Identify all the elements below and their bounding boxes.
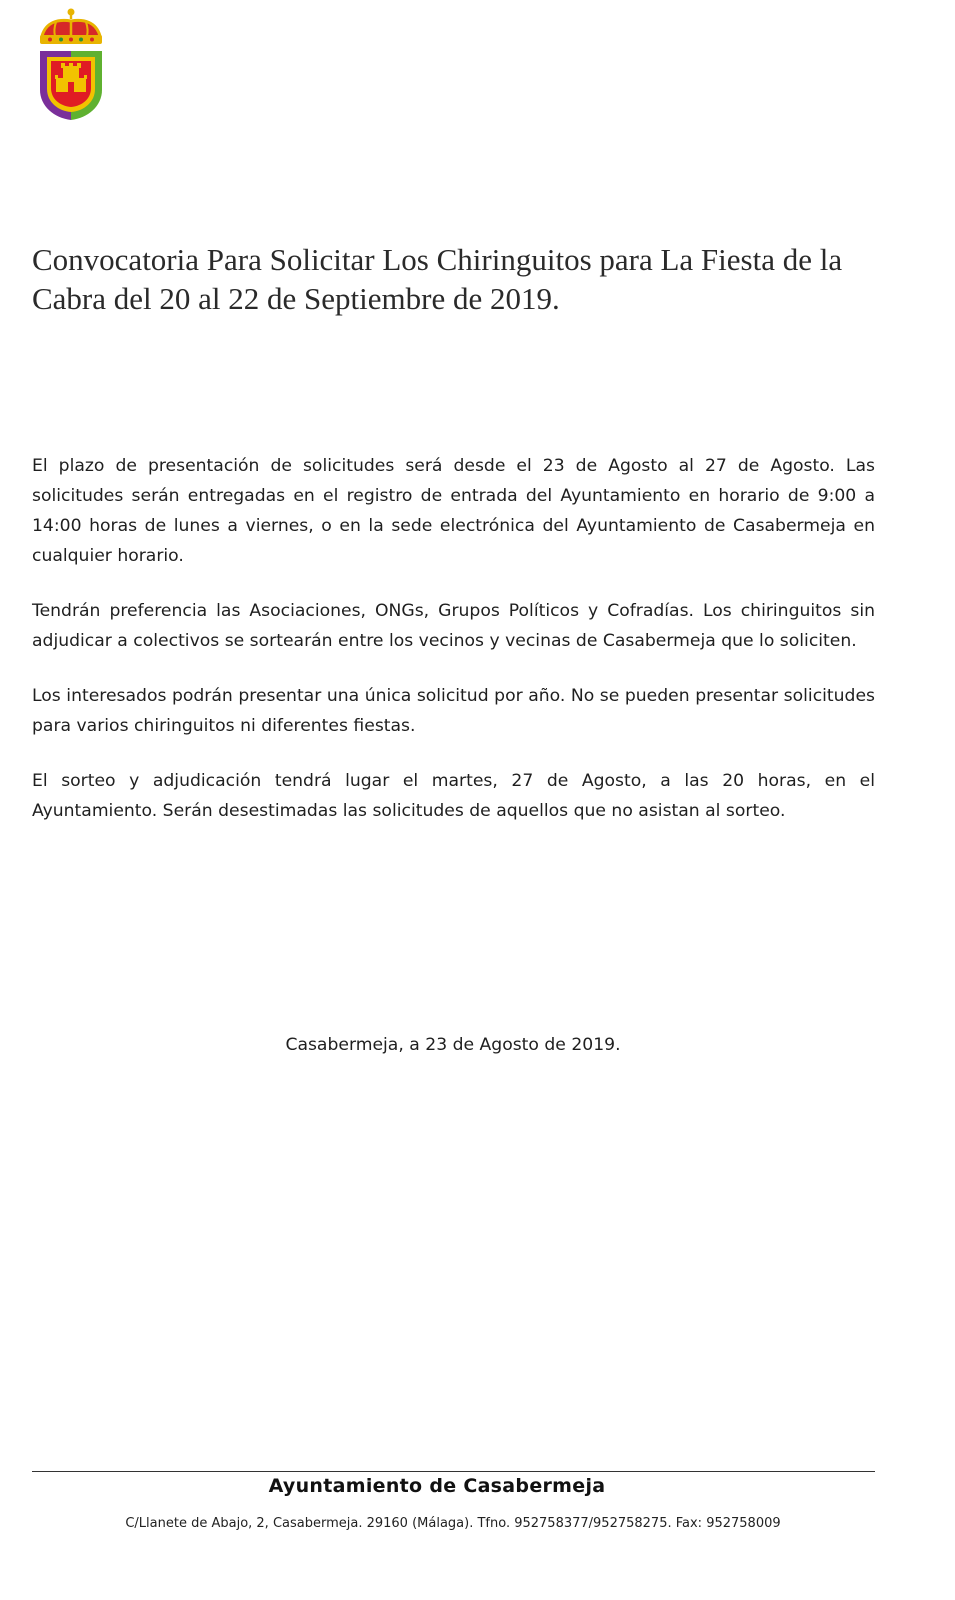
paragraph-preference: Tendrán preferencia las Asociaciones, ONGs, Grupos Políticos y Cofradías. Los chiringuitos sin adjudicar a colectivos se sortearán entre los vecinos y vecinas de Casabermeja que lo soliciten.: [32, 601, 875, 651]
coat-of-arms-icon: [36, 6, 106, 124]
shield-icon: [40, 51, 102, 120]
crown-icon: [40, 9, 102, 45]
paragraph-single-request: Los interesados podrán presentar una única solicitud por año. No se pueden presentar solicitudes para varios chiringuitos ni diferentes fiestas.: [32, 686, 875, 736]
document-body: [32, 451, 875, 851]
date-line: Casabermeja, a 23 de Agosto de 2019.: [285, 1035, 621, 1055]
footer-organization: Ayuntamiento de Casabermeja: [268, 1475, 606, 1497]
paragraph-draw: El sorteo y adjudicación tendrá lugar el martes, 27 de Agosto, a las 20 horas, en el Ayuntamiento. Serán desestimadas las solicitudes de aquellos que no asistan al sorteo.: [32, 771, 875, 821]
paragraph-deadline: El plazo de presentación de solicitudes será desde el 23 de Agosto al 27 de Agosto. Las solicitudes serán entregadas en el registro de entrada del Ayuntamiento en horario de 9:00 a 14:00 horas de lunes a viernes, o en la sede electrónica del Ayuntamiento de Casabermeja en cualquier horario.: [32, 456, 875, 566]
page-title: Convocatoria Para Solicitar Los Chiringuitos para La Fiesta de la Cabra del 20 al 22 de Septiembre de 2019.: [32, 242, 843, 316]
footer-address: C/Llanete de Abajo, 2, Casabermeja. 29160 (Málaga). Tfno. 952758377/952758275. Fax: 952758009: [125, 1516, 781, 1531]
